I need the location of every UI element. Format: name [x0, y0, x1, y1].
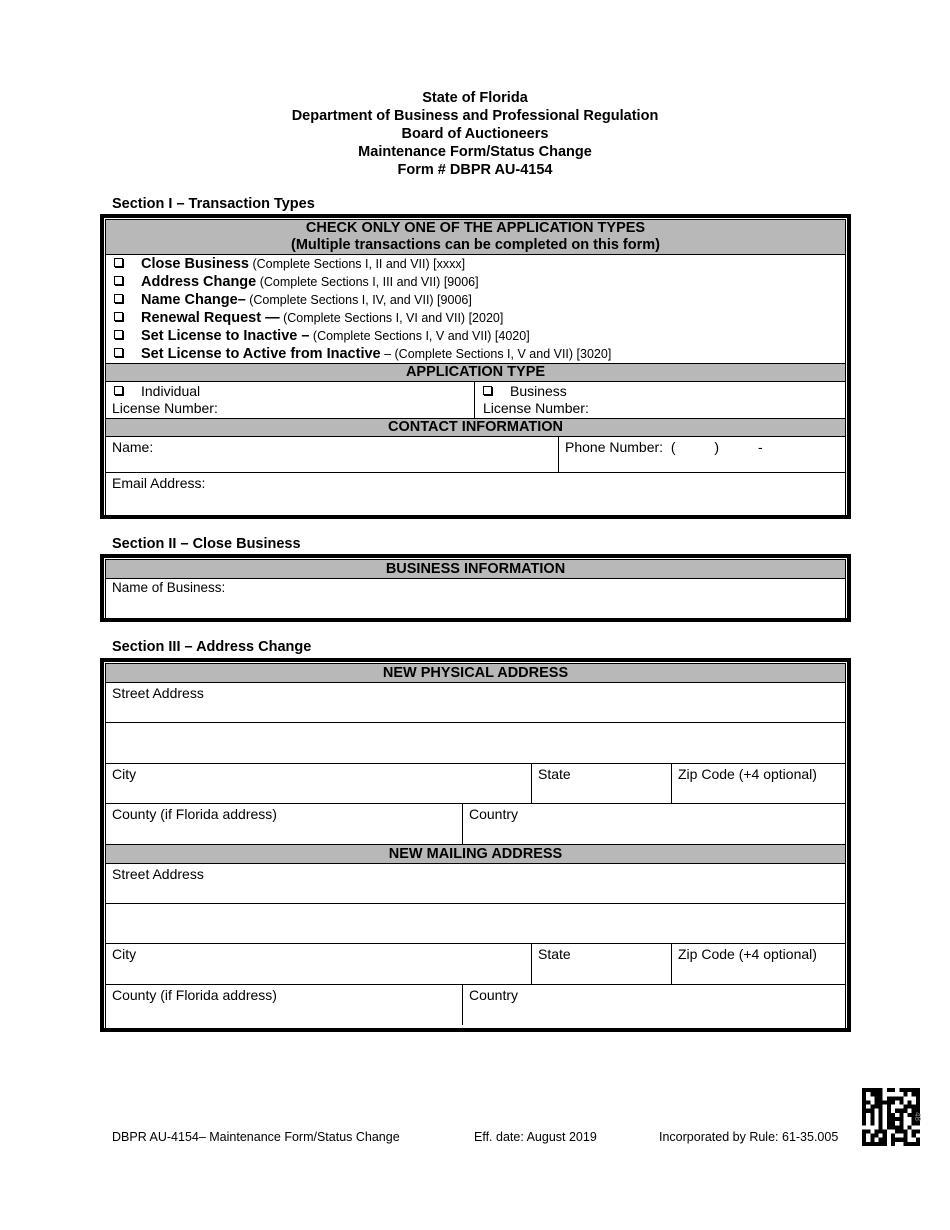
band-line1: CHECK ONLY ONE OF THE APPLICATION TYPES [305, 220, 646, 236]
page-code: 48 [913, 1112, 922, 1121]
checkbox-icon[interactable] [483, 386, 492, 395]
new-physical-address-band: NEW PHYSICAL ADDRESS [106, 664, 845, 683]
business-license-label: License Number: [483, 400, 589, 416]
mailing-street-line2[interactable] [106, 904, 845, 944]
mailing-city-field[interactable]: City [112, 946, 137, 962]
transaction-note: (Complete Sections I, IV, and VII) [9006] [245, 293, 472, 307]
individual-label: Individual [141, 383, 201, 399]
mailing-zip-field[interactable]: Zip Code (+4 optional) [671, 944, 845, 984]
section2-title: Section II – Close Business [112, 536, 301, 552]
checkbox-icon[interactable] [114, 258, 123, 267]
footer-rule: Incorporated by Rule: 61-35.005 [659, 1130, 839, 1144]
transaction-name: Renewal Request — [141, 310, 280, 326]
business-cell [474, 382, 845, 418]
transaction-option[interactable] [106, 273, 845, 291]
individual-cell [106, 382, 474, 418]
header-state: State of Florida [422, 90, 528, 106]
physical-county-field[interactable]: County (if Florida address) [112, 806, 277, 822]
individual-option[interactable] [110, 383, 470, 400]
footer-form-name: DBPR AU-4154– Maintenance Form/Status Change [112, 1130, 400, 1144]
transaction-option[interactable] [106, 345, 845, 363]
mailing-county-field[interactable]: County (if Florida address) [112, 987, 277, 1003]
transaction-option[interactable] [106, 255, 845, 273]
transaction-name: Set License to Active from Inactive [141, 346, 381, 362]
checkbox-icon[interactable] [114, 386, 123, 395]
transaction-name: Address Change [141, 274, 257, 290]
transaction-types-band [106, 220, 845, 255]
header-form-name: Maintenance Form/Status Change [358, 144, 592, 160]
physical-street-field[interactable]: Street Address [112, 685, 204, 701]
section2-box [100, 554, 851, 622]
mailing-state-field[interactable]: State [531, 944, 671, 984]
checkbox-icon[interactable] [114, 348, 123, 357]
business-information-band: BUSINESS INFORMATION [106, 560, 845, 579]
name-field[interactable]: Name: [112, 439, 154, 455]
transaction-option[interactable] [106, 327, 845, 345]
phone-field[interactable]: Phone Number: ( ) - [558, 437, 845, 472]
email-field[interactable]: Email Address: [112, 475, 206, 491]
new-mailing-address-band: NEW MAILING ADDRESS [106, 844, 845, 864]
transaction-name: Name Change– [141, 292, 246, 308]
transaction-note: (Complete Sections I, II and VII) [xxxx] [249, 257, 466, 271]
transaction-note: (Complete Sections I, III and VII) [9006] [256, 275, 479, 289]
individual-license-label: License Number: [112, 400, 218, 416]
section1-box [100, 214, 851, 519]
section1-title: Section I – Transaction Types [112, 196, 315, 212]
checkbox-icon[interactable] [114, 276, 123, 285]
qr-code-icon [862, 1088, 920, 1146]
transaction-note: (Complete Sections I, V and VII) [4020] [309, 329, 530, 343]
footer-effective-date: Eff. date: August 2019 [474, 1130, 597, 1144]
name-of-business-field[interactable]: Name of Business: [112, 580, 226, 595]
contact-information-band: CONTACT INFORMATION [106, 418, 845, 437]
physical-city-field[interactable]: City [112, 766, 137, 782]
transaction-note: – (Complete Sections I, V and VII) [3020] [380, 347, 612, 361]
transaction-option[interactable] [106, 309, 845, 327]
section3-box [100, 658, 851, 1032]
physical-street-line2[interactable] [106, 723, 845, 764]
physical-state-field[interactable]: State [531, 764, 671, 803]
transaction-name: Set License to Inactive – [141, 328, 310, 344]
mailing-country-field[interactable]: Country [462, 985, 845, 1025]
checkbox-icon[interactable] [114, 330, 123, 339]
application-type-band: APPLICATION TYPE [106, 363, 845, 382]
physical-country-field[interactable]: Country [462, 804, 845, 844]
band-line2: (Multiple transactions can be completed on this form) [291, 237, 660, 253]
header-form-number: Form # DBPR AU-4154 [397, 162, 553, 178]
business-option[interactable] [479, 383, 841, 400]
header-board: Board of Auctioneers [401, 126, 549, 142]
transaction-name: Close Business [141, 256, 249, 272]
transaction-option[interactable] [106, 291, 845, 309]
physical-zip-field[interactable]: Zip Code (+4 optional) [671, 764, 845, 803]
checkbox-icon[interactable] [114, 312, 123, 321]
transaction-note: (Complete Sections I, VI and VII) [2020] [279, 311, 504, 325]
mailing-street-field[interactable]: Street Address [112, 866, 204, 882]
checkbox-icon[interactable] [114, 294, 123, 303]
business-label: Business [510, 383, 567, 399]
section3-title: Section III – Address Change [112, 639, 312, 655]
transaction-list [106, 255, 845, 363]
form-header [0, 89, 950, 179]
header-department: Department of Business and Professional Regulation [291, 108, 659, 124]
